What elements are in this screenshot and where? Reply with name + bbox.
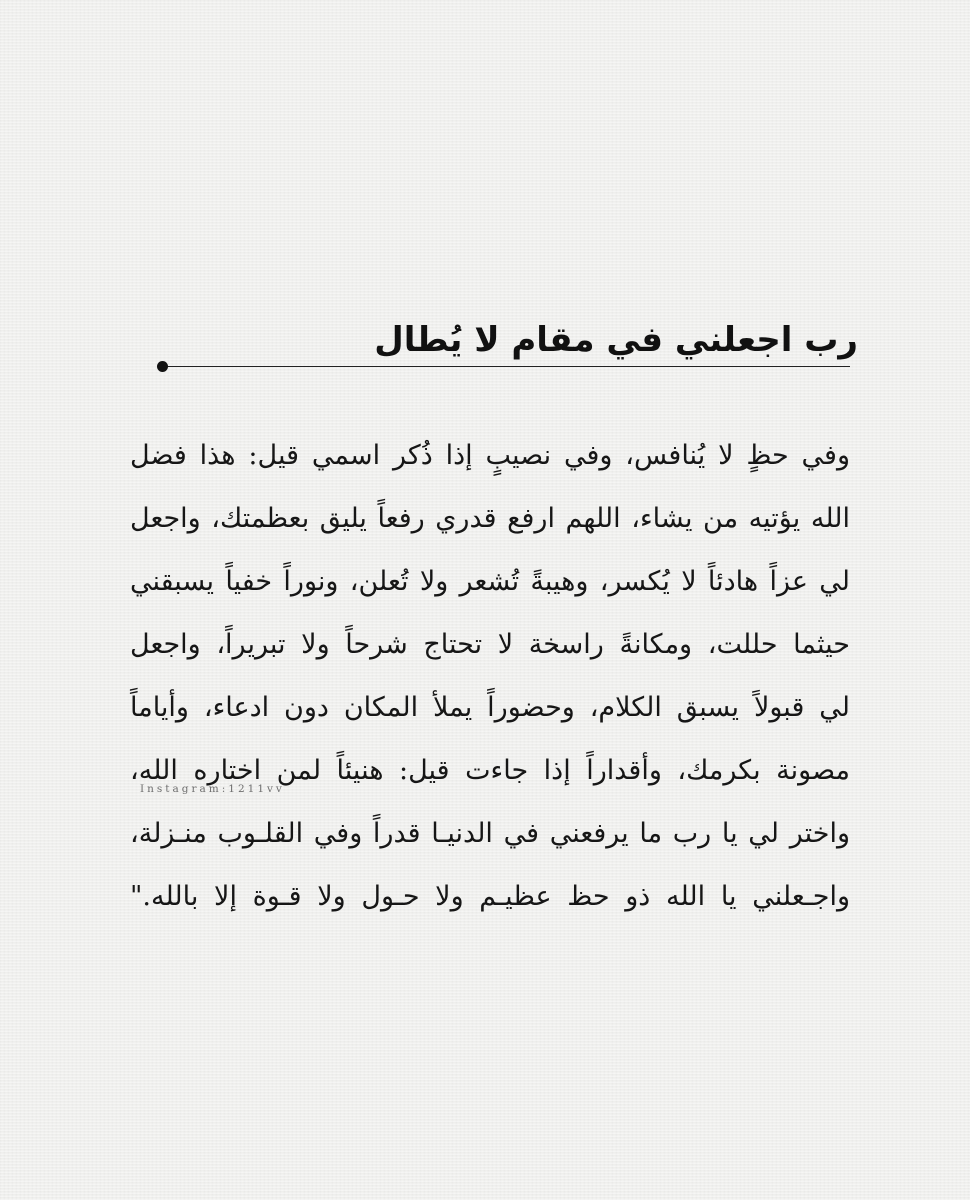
quote-line-8: واجـعلني يا الله ذو حظ عظيـم ولا حـول ولا قـوة إلا بالله." (130, 881, 850, 912)
title-underline (164, 366, 850, 367)
instagram-watermark: Instagram:1211vv (140, 783, 285, 795)
quote-title: رب اجعلني في مقام لا يُطال (374, 320, 858, 360)
quote-line-1: وفي حظٍ لا يُنافس، وفي نصيبٍ إذا ذُكر اسمي قيل: هذا فضل (130, 440, 850, 471)
quote-body (130, 424, 850, 928)
quote-line-2: الله يؤتيه من يشاء، اللهم ارفع قدري رفعاً يليق بعظمتك، واجعل (130, 503, 850, 534)
underline-dot (157, 361, 168, 372)
quote-line-6: مصونة بكرمك، وأقداراً إذا جاءت قيل: هنيئاً لمن اختاره الله، (130, 755, 850, 786)
quote-line-5: لي قبولاً يسبق الكلام، وحضوراً يملأ المكان دون ادعاء، وأياماً (130, 692, 850, 723)
quote-line-3: لي عزاً هادئاً لا يُكسر، وهيبةً تُشعر ولا تُعلن، ونوراً خفياً يسبقني (130, 566, 850, 597)
quote-line-4: حيثما حللت، ومكانةً راسخة لا تحتاج شرحاً ولا تبريراً، واجعل (130, 629, 850, 660)
quote-line-7: واختر لي يا رب ما يرفعني في الدنيـا قدراً وفي القلـوب منـزلة، (130, 818, 850, 849)
